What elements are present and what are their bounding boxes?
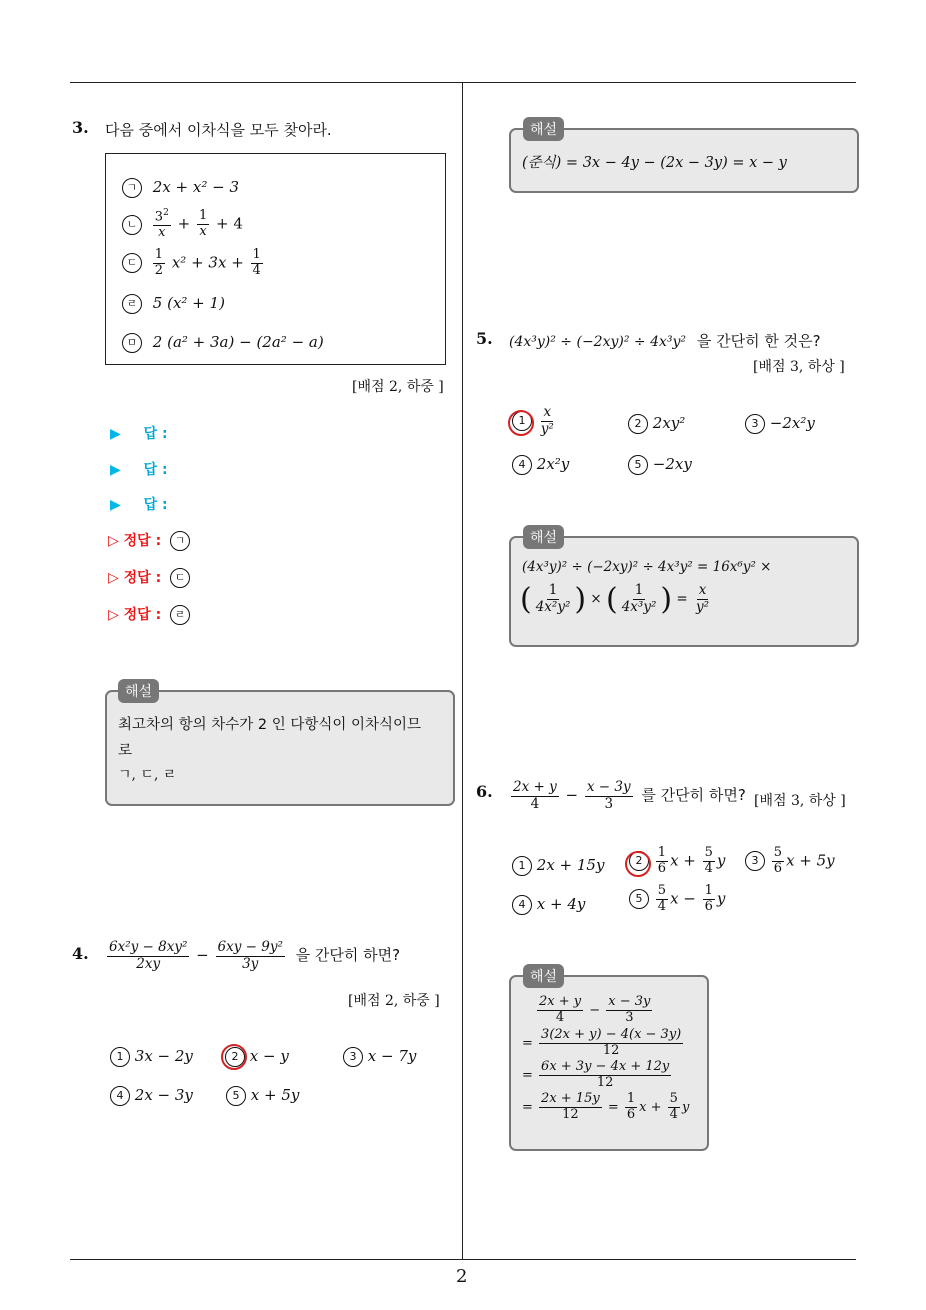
q3-solution-line-3: ㄱ, ㄷ, ㄹ [118,767,177,783]
triangle-icon: ▶ [110,426,121,442]
q4-solution-text: (준식) = 3x − 4y − (2x − 3y) = x − y [522,155,787,171]
q4-score: [배점 2, 하중 ] [348,993,440,1009]
correct-answer-marker: ㄷ [170,568,190,588]
bottom-rule [70,1259,856,1260]
q5-solution-tag: 해설 [523,525,564,549]
q4-solution-tag: 해설 [523,117,564,141]
option-marker: ㄱ [122,178,142,198]
q5-solution-line-1: (4x³y)² ÷ (−2xy)² ÷ 4x³y² = 16x⁶y² × [522,559,772,575]
q5-score: [배점 3, 하상 ] [753,359,845,375]
correct-answer-marker: ㄱ [170,531,190,551]
outline-triangle-icon: ▷ [108,607,119,623]
triangle-icon: ▶ [110,462,121,478]
q4-prompt: $\frac{\text{6x²y − 8xy²}}{2xy}$ − $\frac{\text{6xy − 9y²}}{3y}$ 을 간단히 하면? [109,939,401,972]
q4-choice-3[interactable]: 3 x − 7y [343,1047,416,1067]
q6-choice-2[interactable]: 2 $\frac{1}{6}$ x + $\frac{5}{4}$ y [629,846,725,877]
q6-marked-answer-circle [625,851,651,877]
q5-solution-line-2: ( $\frac{1}{\text{4x²y²}}$ ) × ( $\frac{1}{\text{4x³y²}}$ ) = $\frac{x}{\text{y²}}$ [520,582,710,617]
q3-answer-row-3[interactable]: ▶ 답 : [110,497,168,513]
q3-solution-line-2: 로 [118,743,133,759]
q5-choice-1[interactable]: 1 $\frac{x}{\text{y²}}$ [512,405,558,437]
q3-solution-tag: 해설 [118,679,159,703]
q3-number: 3. [72,118,89,137]
q3-option-2[interactable]: ㄴ $\frac{3^2}{x}$ + $\frac{1}{x}$ + 4 [122,208,243,241]
q6-choice-1[interactable]: 1 2x + 15y [512,856,604,876]
q5-choice-5[interactable]: 5 −2xy [628,455,692,475]
q6-choice-3[interactable]: 3 $\frac{5}{6}$ x + 5y [745,846,835,877]
q4-choice-4[interactable]: 4 2x − 3y [110,1086,193,1106]
option-marker: ㅁ [122,333,142,353]
q3-option-4[interactable]: ㄹ 5 (x² + 1) [122,294,225,314]
q6-number: 6. [476,782,493,801]
q3-correct-row-2: ▷ 정답 : ㄷ [108,567,190,588]
q3-answer-row-2[interactable]: ▶ 답 : [110,462,168,478]
q3-solution-box [105,690,455,806]
q3-correct-row-3: ▷ 정답 : ㄹ [108,604,190,625]
q6-solution-step-4: = $\frac{2x + 15y}{12}$ = $\frac{1}{6}$ x + $\frac{5}{4}$ y [522,1091,690,1122]
correct-answer-marker: ㄹ [170,605,190,625]
q3-solution-line-1: 최고차의 항의 차수가 2 인 다항식이 이차식이므 [118,717,422,733]
q6-solution-step-3: = $\frac{6x + 3y - 4x + 12y}{12}$ [522,1059,670,1090]
q4-choice-2[interactable]: 2 x − y [225,1047,289,1067]
q4-number: 4. [72,944,89,963]
q3-option-3[interactable]: ㄷ $\frac{1}{2}$ x² + 3x + $\frac{1}{4}$ [122,248,265,279]
q4-marked-answer-circle [221,1044,247,1070]
column-divider [462,83,463,1259]
outline-triangle-icon: ▷ [108,533,119,549]
q6-solution-step-2: = $\frac{3(2x + y) - 4(x - 3y)}{12}$ [522,1027,682,1058]
q5-choice-2[interactable]: 2 2xy² [628,414,685,434]
q3-prompt: 다음 중에서 이차식을 모두 찾아라. [105,121,332,139]
q5-choice-3[interactable]: 3 −2x²y [745,414,815,434]
q3-option-5[interactable]: ㅁ 2 (a² + 3a) − (2a² − a) [122,333,324,353]
q5-prompt: (4x³y)² ÷ (−2xy)² ÷ 4x³y² 을 간단히 한 것은? [509,332,821,350]
q6-score: [배점 3, 하상 ] [754,793,846,809]
q4-choice-5[interactable]: 5 x + 5y [226,1086,299,1106]
q6-prompt: $\frac{2x + y}{4}$ − $\frac{x - 3y}{3}$ 를 간단히 하면? [513,779,746,812]
q3-answer-row-1[interactable]: ▶ 답 : [110,426,168,442]
q5-choice-4[interactable]: 4 2x²y [512,455,569,475]
q4-choice-1[interactable]: 1 3x − 2y [110,1047,193,1067]
outline-triangle-icon: ▷ [108,570,119,586]
option-marker: ㄴ [122,215,142,235]
q3-correct-row-1: ▷ 정답 : ㄱ [108,530,190,551]
q6-solution-tag: 해설 [523,964,564,988]
triangle-icon: ▶ [110,497,121,513]
q3-score: [배점 2, 하중 ] [352,379,444,395]
top-rule [70,82,856,83]
page-number: 2 [456,1266,468,1287]
q5-number: 5. [476,329,493,348]
q6-solution-step-1: $\frac{2x + y}{4}$ − $\frac{x - 3y}{3}$ [539,994,651,1025]
q3-option-1[interactable]: ㄱ 2x + x² − 3 [122,178,239,198]
option-marker: ㄷ [122,253,142,273]
q6-choice-4[interactable]: 4 x + 4y [512,895,585,915]
option-marker: ㄹ [122,294,142,314]
q6-choice-5[interactable]: 5 $\frac{5}{4}$ x − $\frac{1}{6}$ y [629,884,725,915]
q5-marked-answer-circle [508,410,534,436]
